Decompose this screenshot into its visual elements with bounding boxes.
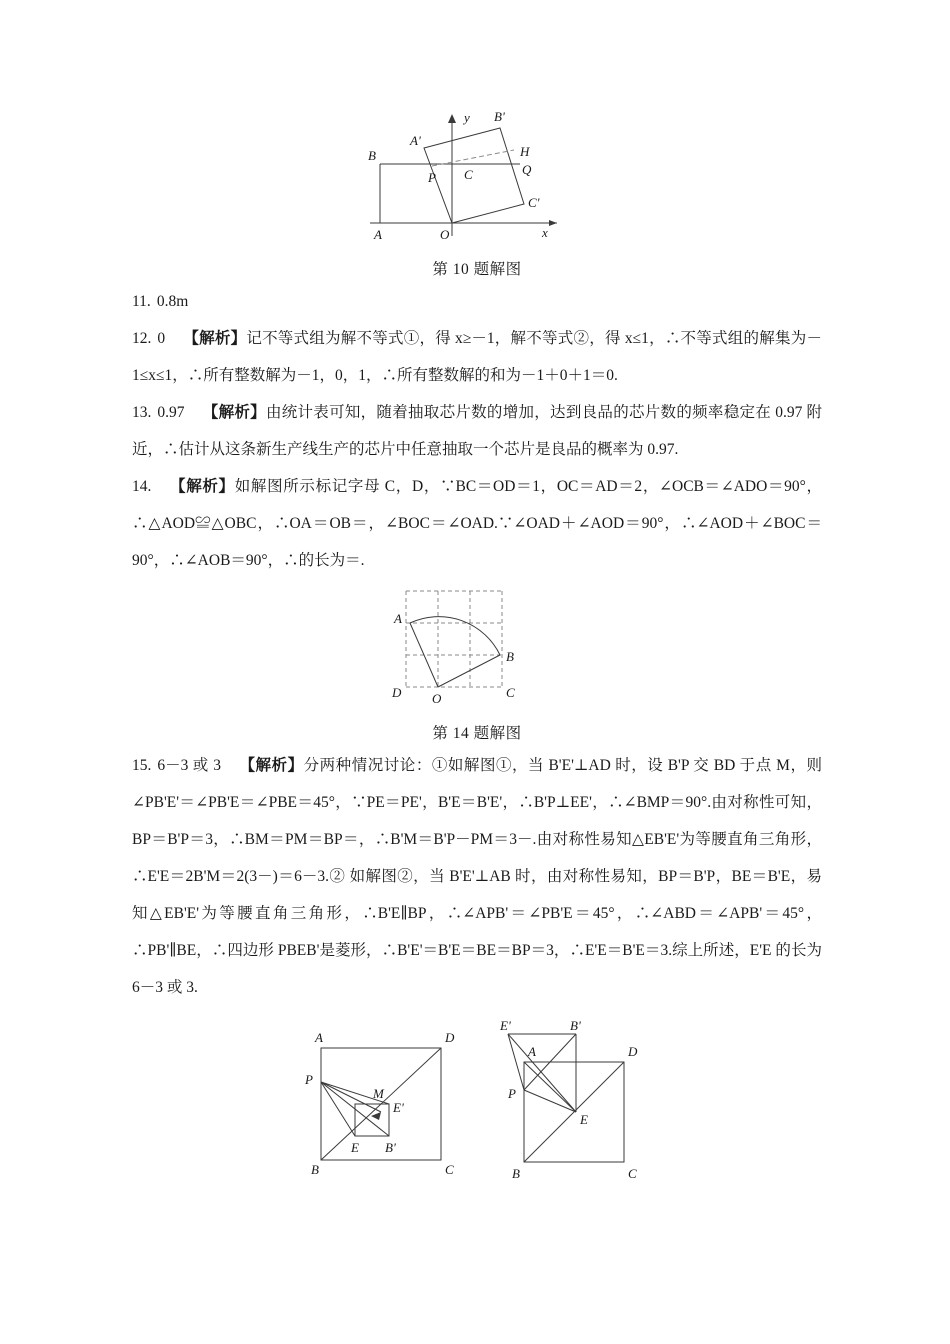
item-12-analysis-label: 【解析】 — [183, 330, 247, 347]
page-content — [132, 96, 822, 1195]
figure-14-caption: 第 14 题解图 — [432, 725, 522, 742]
item-15-number: 15. — [132, 757, 152, 774]
fig10-label-O: O — [440, 227, 450, 242]
fig15-2-label-E: E — [580, 1112, 588, 1127]
fig15-1-label-Eprime: E' — [393, 1100, 404, 1115]
figure-15-2-svg — [486, 1020, 661, 1195]
figure-14-svg — [362, 585, 592, 710]
fig15-2-label-Eprime: E' — [500, 1020, 511, 1033]
fig15-2-label-C: C — [628, 1166, 637, 1181]
fig15-1-label-A: A — [315, 1030, 323, 1045]
fig15-1-label-M: M — [373, 1086, 384, 1101]
figure-15-row — [132, 1020, 822, 1195]
item-15-body: 分两种情况讨论：①如解图①，当 B'E'⊥AD 时，设 B'P 交 BD 于点 M，则∠PB'E'＝∠PB'E＝∠PBE＝45°，∵PE＝PE'，B'E＝B'E'，∴B'P⊥EE'，∴∠BMP＝90°.由对称性可知，BP＝B'P＝3，∴BM＝PM＝BP＝，∴B'M＝B'P－PM＝3－.由对称性易知△EB'E'为等腰直角三角形，∴E'E＝2B'M＝2(3－)＝6－3.② 如解图②，当 B'E'⊥AB 时，由对称性易知，BP＝B'P，BE＝B'E，易知△EB'E'为等腰直角三角形，∴B'E∥BP，∴∠APB'＝∠PB'E＝45°，∴∠ABD＝∠APB'＝45°，∴PB'∥BE，∴四边形 PBEB'是菱形，∴B'E'＝B'E＝BE＝BP＝3，∴E'E＝B'E＝3.综上所述，E'E 的长为 6－3 或 3. — [132, 757, 822, 996]
fig15-2-label-Bprime: B' — [570, 1020, 581, 1033]
fig15-1-label-P: P — [305, 1072, 313, 1087]
item-12-number: 12. — [132, 330, 152, 347]
fig10-label-B: B — [368, 148, 376, 163]
item-14-number: 14. — [132, 478, 152, 495]
fig10-label-x-axis: x — [542, 225, 548, 240]
fig15-1-label-B: B — [311, 1162, 319, 1177]
item-13-number: 13. — [132, 404, 152, 421]
fig10-label-C: C — [464, 167, 473, 182]
fig14-label-C: C — [506, 685, 515, 700]
fig15-2-label-P: P — [508, 1086, 516, 1101]
answer-item-13 — [132, 394, 822, 468]
item-12-body: 记不等式组为解不等式①，得 x≥－1，解不等式②，得 x≤1，∴不等式组的解集为－1≤x≤1，∴所有整数解为－1，0，1，∴所有整数解的和为－1＋0＋1＝0. — [132, 330, 822, 384]
fig10-label-Bprime: B' — [494, 109, 505, 124]
fig14-label-A: A — [394, 611, 402, 626]
item-15-answer: 6－3 或 3 — [157, 757, 221, 774]
fig14-label-O: O — [432, 691, 442, 706]
fig10-label-Cprime: C' — [528, 195, 540, 210]
fig15-1-label-E: E — [351, 1140, 359, 1155]
fig10-label-Q: Q — [522, 162, 532, 177]
fig10-label-y-axis: y — [464, 110, 470, 125]
fig15-2-label-D: D — [628, 1044, 638, 1059]
answer-item-11 — [132, 283, 822, 320]
item-13-answer: 0.97 — [157, 404, 185, 421]
figure-14 — [132, 585, 822, 743]
fig14-label-D: D — [392, 685, 402, 700]
item-14-body: 如解图所示标记字母 C，D，∵BC＝OD＝1，OC＝AD＝2，∠OCB＝∠ADO＝90°，∴△AOD≌△OBC，∴OA＝OB＝，∠BOC＝∠OAD.∵∠OAD＋∠AOD＝90°，∴∠AOD＋∠BOC＝90°，∴∠AOB＝90°，∴的长为＝. — [132, 478, 822, 569]
answer-item-12 — [132, 320, 822, 394]
figure-10-caption: 第 10 题解图 — [432, 261, 522, 278]
item-12-answer: 0 — [157, 330, 166, 347]
fig10-label-Aprime: A' — [410, 133, 421, 148]
fig15-2-label-A: A — [528, 1044, 536, 1059]
answer-item-15 — [132, 747, 822, 1006]
item-11-number: 11. — [132, 293, 151, 310]
figure-15-1-svg — [293, 1020, 468, 1180]
item-11-answer: 0.8m — [156, 293, 189, 310]
fig10-label-A: A — [374, 227, 382, 242]
fig15-1-label-C: C — [445, 1162, 454, 1177]
item-13-analysis-label: 【解析】 — [202, 404, 266, 421]
figure-10-svg — [352, 96, 602, 246]
figure-10 — [132, 96, 822, 279]
fig15-2-label-B: B — [512, 1166, 520, 1181]
answer-item-14 — [132, 468, 822, 579]
item-13-body: 由统计表可知，随着抽取芯片数的增加，达到良品的芯片数的频率稳定在 0.97 附近，∴估计从这条新生产线生产的芯片中任意抽取一个芯片是良品的概率为 0.97. — [132, 404, 822, 458]
fig14-label-B: B — [506, 649, 514, 664]
fig10-label-H: H — [520, 144, 530, 159]
item-14-analysis-label: 【解析】 — [169, 478, 235, 495]
fig15-1-label-Bprime: B' — [385, 1140, 396, 1155]
fig10-label-P: P — [428, 170, 436, 185]
item-15-analysis-label: 【解析】 — [238, 757, 304, 774]
fig15-1-label-D: D — [445, 1030, 455, 1045]
